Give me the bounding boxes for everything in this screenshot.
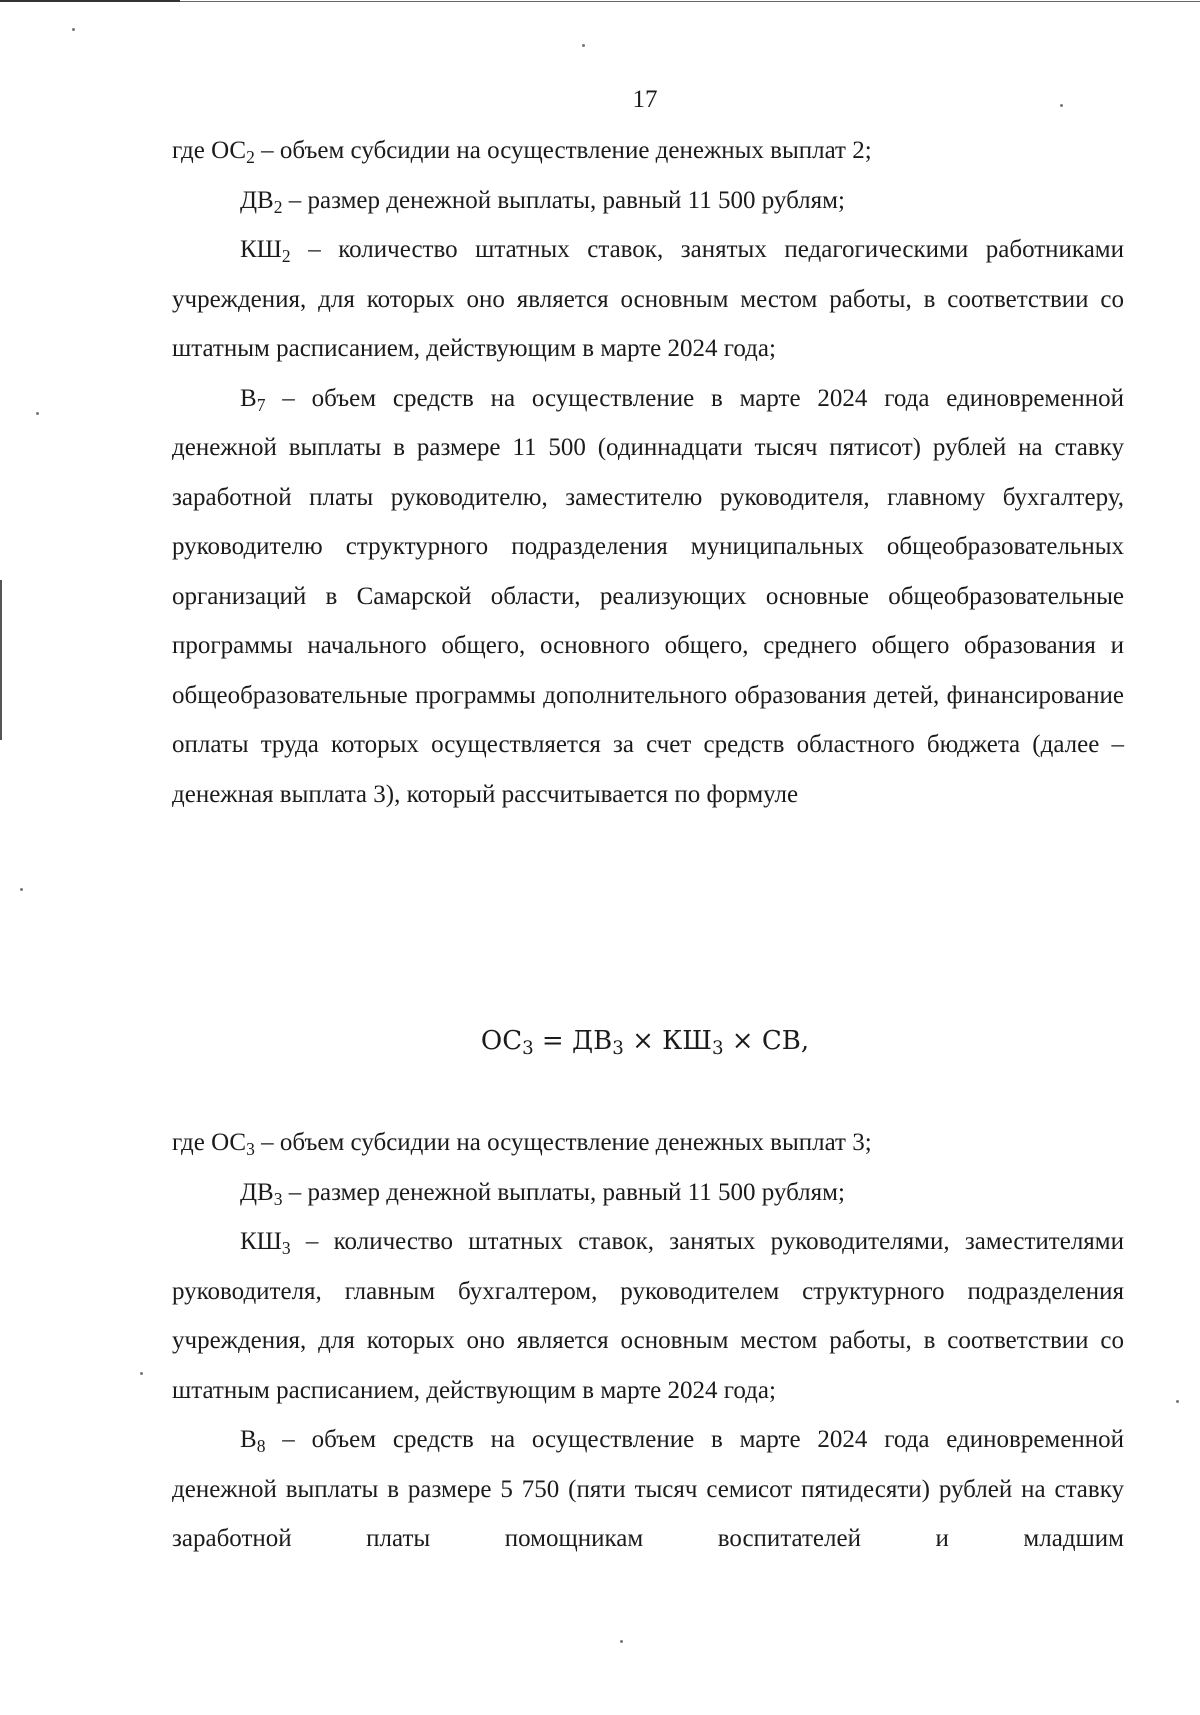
scan-speck bbox=[582, 44, 585, 47]
page-number: 17 bbox=[632, 86, 658, 113]
definition-os3: где $ОС_3$ – объем субсидии на осуществление денежных выплат 3; bbox=[172, 1129, 872, 1159]
definition-ksh2: $КШ_2$ – количество штатных ставок, занятых педагогическими работниками учреждения, для которых оно является основным местом работы, в соответствии со штатным расписанием, действующим в марте 2024 года; bbox=[172, 236, 1124, 362]
definition-os2: где $ОС_2$ – объем субсидии на осуществление денежных выплат 2; bbox=[172, 137, 872, 167]
text-block-lower bbox=[172, 1118, 1124, 1564]
scan-speck bbox=[36, 412, 39, 415]
scan-speck bbox=[72, 28, 75, 31]
definition-v7: $В_7$ – объем средств на осуществление в марте 2024 года единовременной денежной выплаты в размере 11 500 (одиннадцати тысяч пятисот) рублей на ставку заработной платы руководителю, заместителю руководителя, главному бухгалтеру, руководителю структурного подразделения муниципальных общеобразовательных организаций в Самарской области, реализующих основные общеобразовательные программы начального общего, основного общего, среднего общего образования и общеобразовательные программы дополнительного образования детей, финансирование оплаты труда которых осуществляется за счет средств областного бюджета (далее – денежная выплата 3), который рассчитывается по формуле bbox=[172, 384, 1124, 808]
scan-speck bbox=[140, 1372, 143, 1375]
formula-os3: $ОС_3 = ДВ_3 \times КШ_3$ × СВ, bbox=[480, 1026, 810, 1060]
definition-dv3: $ДВ_3$ – размер денежной выплаты, равный 11 500 рублям; bbox=[240, 1178, 845, 1209]
definition-ksh3: $КШ_3$ – количество штатных ставок, занятых руководителями, заместителями руководителя, главным бухгалтером, руководителем структурного подразделения учреждения, для которых оно является основным местом работы, в соответствии со штатным расписанием, действующим в марте 2024 года; bbox=[172, 1228, 1124, 1404]
scan-edge-line bbox=[0, 0, 180, 2]
scan-speck bbox=[620, 1640, 623, 1643]
scan-margin-mark bbox=[0, 580, 2, 740]
text-block-upper bbox=[172, 126, 1124, 819]
scan-speck bbox=[20, 888, 23, 891]
scan-edge-line-right bbox=[180, 1, 1200, 2]
definition-dv2: $ДВ_2$ – размер денежной выплаты, равный 11 500 рублям; bbox=[240, 186, 845, 217]
scan-speck bbox=[1176, 1400, 1179, 1403]
definition-v8: $В_8$ – объем средств на осуществление в марте 2024 года единовременной денежной выплаты в размере 5 750 (пяти тысяч семисот пятидесяти) рублей на ставку заработной платы помощникам воспитателей и младшим bbox=[172, 1426, 1124, 1552]
